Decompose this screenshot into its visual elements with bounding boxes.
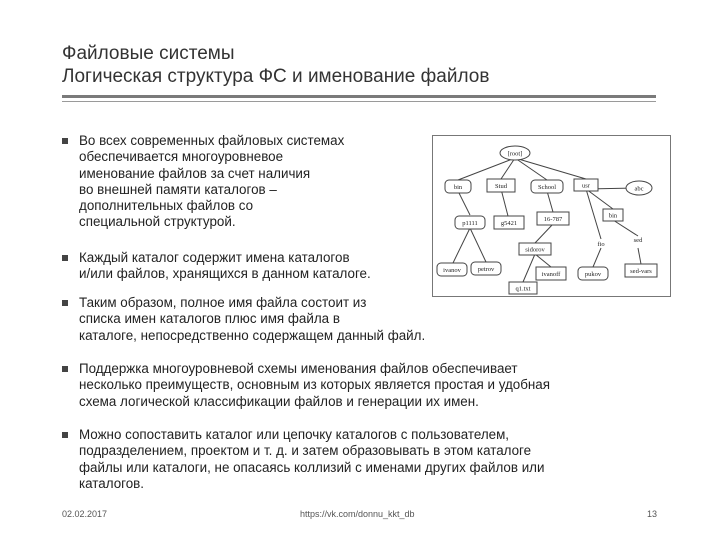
- bullet-line: дополнительных файлов со: [79, 198, 254, 214]
- tree-node-sed: sed: [633, 237, 643, 244]
- bullet-line: специальной структурой.: [79, 214, 236, 230]
- bullet-3: [62, 295, 425, 344]
- directory-tree-diagram: [432, 135, 671, 297]
- tree-node-bin2: bin: [608, 212, 618, 220]
- title-divider-thick: [62, 95, 656, 98]
- tree-node-stud: Stud: [495, 183, 507, 190]
- title-line-2: Логическая структура ФС и именование файлов: [62, 66, 490, 87]
- bullet-line: каталоге, непосредственно содержащем данный файл.: [79, 327, 426, 343]
- tree-node-16787: 16-787: [543, 216, 563, 223]
- tree-node-sidorov: sidorov: [525, 246, 545, 254]
- bullet-line: Во всех современных файловых системах: [79, 133, 345, 148]
- tree-node-ivanoff: ivanoff: [541, 271, 561, 278]
- bullet-line: каталогов.: [79, 475, 145, 491]
- bullet-line: списка имен каталогов плюс имя файла в: [79, 311, 340, 327]
- tree-node-school: School: [537, 184, 557, 191]
- bullet-marker-icon: [62, 255, 68, 261]
- footer-url: https://vk.com/donnu_kkt_db: [300, 509, 415, 519]
- bullet-marker-icon: [62, 366, 68, 372]
- bullet-4: [62, 361, 550, 410]
- footer-date: 02.02.2017: [62, 509, 108, 519]
- bullet-line: обеспечивается многоуровневое: [79, 149, 284, 165]
- tree-node-pukov: pukov: [584, 271, 602, 278]
- bullet-marker-icon: [62, 138, 68, 144]
- tree-node-abc: abc: [634, 185, 644, 193]
- bullet-marker-icon: [62, 300, 68, 306]
- bullet-line: Каждый каталог содержит имена каталогов: [79, 250, 350, 265]
- bullet-line: Можно сопоставить каталог или цепочку каталогов с пользователем,: [79, 427, 510, 442]
- bullet-line: схема логической классификации файлов и генерации их имен.: [79, 393, 479, 409]
- title-line-1: Файловые системы: [62, 43, 235, 64]
- page-number: 13: [647, 509, 658, 519]
- tree-node-q1: q1.txt: [515, 285, 531, 293]
- tree-node-sed-vars: sed-vars: [630, 268, 652, 275]
- tree-node-usr: usr: [582, 182, 590, 190]
- slide-title: [62, 42, 489, 88]
- bullet-marker-icon: [62, 432, 68, 438]
- title-divider-thin: [62, 101, 656, 102]
- bullet-line: файлы или каталоги, не опасаясь коллизий с именами других файлов или: [79, 459, 545, 475]
- tree-node-p1111: p1111: [462, 220, 478, 227]
- bullet-2: [62, 250, 371, 283]
- directory-tree-svg: [433, 136, 670, 296]
- bullet-line: подразделением, проектом и т. д. и затем образовывать в этом каталоге: [79, 443, 532, 459]
- bullet-1: [62, 133, 344, 231]
- tree-node-bin: bin: [453, 184, 463, 191]
- bullet-line: несколько преимуществ, основным из которых является простая и удобная: [79, 377, 550, 393]
- tree-node-ivanov: ivanov: [443, 267, 461, 274]
- bullet-line: Таким образом, полное имя файла состоит из: [79, 295, 367, 310]
- tree-node-petrov: petrov: [477, 266, 495, 273]
- bullet-5: [62, 427, 544, 492]
- tree-node-fio: fio: [597, 241, 605, 248]
- bullet-line: именование файлов за счет наличия: [79, 165, 311, 181]
- bullet-line: Поддержка многоуровневой схемы именования файлов обеспечивает: [79, 361, 518, 376]
- bullet-line: во внешней памяти каталогов –: [79, 181, 277, 197]
- tree-node-root: [root]: [507, 150, 523, 158]
- bullet-line: и/или файлов, хранящихся в данном каталоге.: [79, 266, 371, 282]
- tree-node-g5421: g5421: [500, 220, 518, 227]
